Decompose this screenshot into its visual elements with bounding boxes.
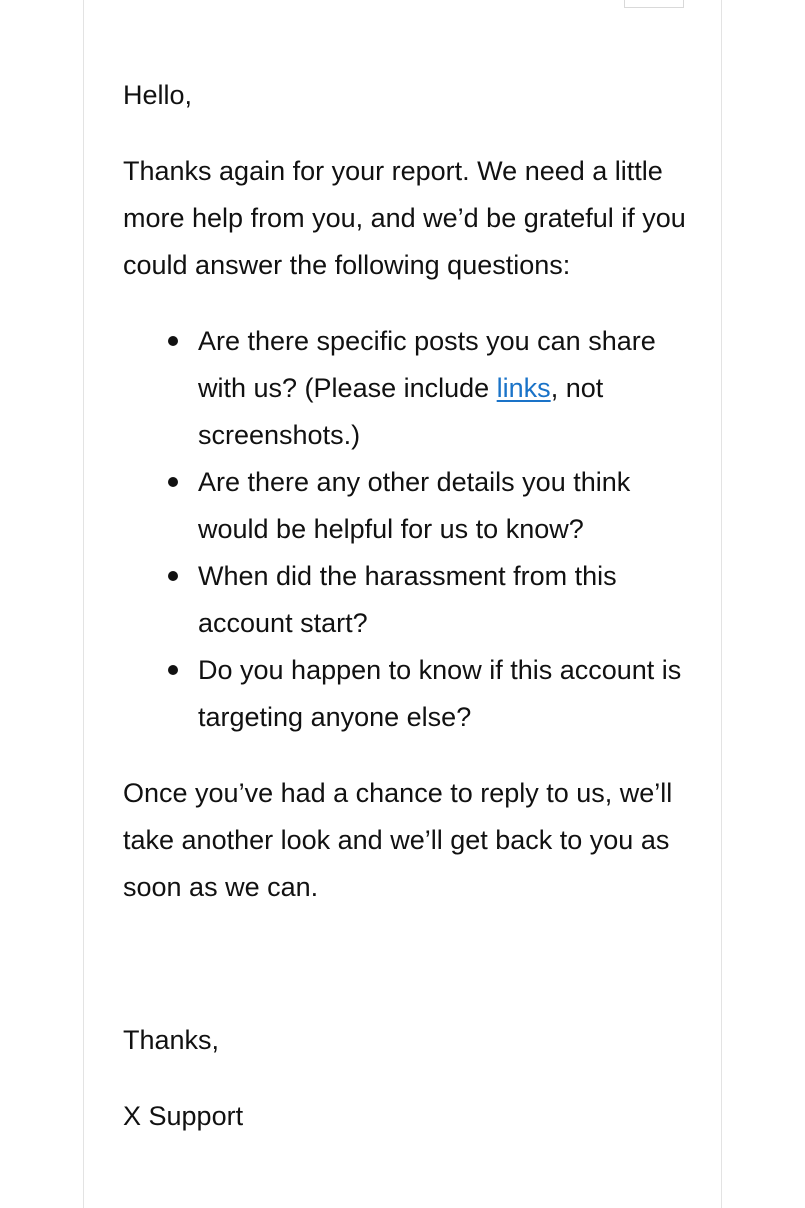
- bullet-icon: [168, 336, 178, 346]
- question-text: When did the harassment from this account start?: [198, 561, 617, 638]
- email-closing: Once you’ve had a chance to reply to us, we’ll take another look and we’ll get back to you as soon as we can.: [123, 778, 673, 902]
- question-text: Do you happen to know if this account is targeting anyone else?: [198, 655, 682, 732]
- email-intro: Thanks again for your report. We need a little more help from you, and we’d be grateful if you could answer the following questions:: [123, 156, 686, 280]
- bullet-icon: [168, 477, 178, 487]
- bullet-icon: [168, 571, 178, 581]
- list-item: [123, 647, 703, 741]
- question-text: Are there any other details you think would be helpful for us to know?: [198, 467, 631, 544]
- email-body: [123, 72, 703, 1140]
- list-item: [123, 553, 703, 647]
- question-text-after: , not screenshots.): [198, 373, 604, 450]
- bullet-icon: [168, 665, 178, 675]
- question-text-before: Are there specific posts you can share with us? (Please include: [198, 326, 656, 403]
- email-greeting: Hello,: [123, 80, 193, 110]
- email-signoff: Thanks,: [123, 1025, 220, 1055]
- list-item: [123, 318, 703, 459]
- question-list: [123, 318, 703, 741]
- email-card: [83, 0, 722, 1208]
- links-link[interactable]: links: [496, 373, 551, 403]
- header-corner-box: [624, 0, 684, 8]
- list-item: [123, 459, 703, 553]
- email-signature: X Support: [123, 1101, 244, 1131]
- spacer: [123, 940, 703, 1017]
